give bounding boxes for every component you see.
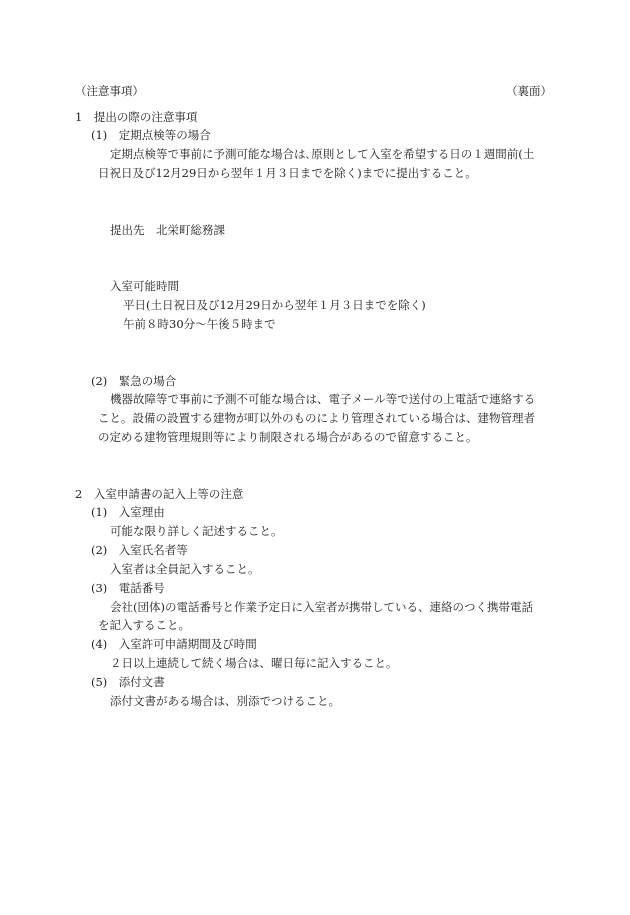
section2-item3-body-line2: を記入すること。 — [98, 618, 190, 632]
entry-hours-days: 平日(土日祝日及び12月29日から翌年１月３日までを除く) — [123, 298, 426, 312]
section1-item2-body-line1: 機器故障等で事前に予測不可能な場合は、電子メール等で送付の上電話で連絡する — [110, 392, 536, 406]
section2-item1-title: (1) 入室理由 — [91, 505, 165, 519]
entry-hours-time: 午前８時30分～午後５時まで — [123, 317, 276, 331]
section2-item2-body: 入室者は全員記入すること。 — [110, 562, 260, 576]
notes-heading: （注意事項） — [75, 84, 144, 98]
section2-item3-title: (3) 電話番号 — [91, 581, 165, 595]
section2-item5-body: 添付文書がある場合は、別添でつけること。 — [110, 694, 340, 708]
section1-item2-body-line2: こと。設備の設置する建物が町以外のものにより管理されている場合は、建物管理者 — [98, 411, 535, 425]
section2-item4-title: (4) 入室許可申請期間及び時間 — [91, 637, 257, 651]
section2-item3-body-line1: 会社(団体)の電話番号と作業予定日に入室者が携帯している、連絡のつく携帯電話 — [110, 600, 533, 614]
section1-item1-body-line2: 日祝日及び12月29日から翌年１月３日までを除く)までに提出すること。 — [98, 166, 477, 180]
section1-item2-body-line3: の定める建物管理規則等により制限される場合があるので留意すること。 — [98, 430, 478, 444]
section2-item1-body: 可能な限り詳しく記述すること。 — [110, 524, 283, 538]
section1-item2-title: (2) 緊急の場合 — [91, 374, 177, 388]
section1-item1-title: (1) 定期点検等の場合 — [91, 128, 211, 142]
section2-title: 2 入室申請書の記入上等の注意 — [75, 487, 244, 501]
section2-item2-title: (2) 入室氏名者等 — [91, 543, 188, 557]
entry-hours-title: 入室可能時間 — [110, 279, 179, 293]
submission-destination: 提出先 北栄町総務課 — [110, 223, 225, 237]
section1-item1-body-line1: 定期点検等で事前に予測可能な場合は､原則として入室を希望する日の１週間前(土 — [110, 147, 535, 161]
section2-item5-title: (5) 添付文書 — [91, 675, 165, 689]
reverse-side-label: （裏面） — [506, 84, 552, 98]
section1-title: 1 提出の際の注意事項 — [75, 110, 198, 124]
section2-item4-body: ２日以上連続して続く場合は、曜日毎に記入すること。 — [110, 656, 398, 670]
